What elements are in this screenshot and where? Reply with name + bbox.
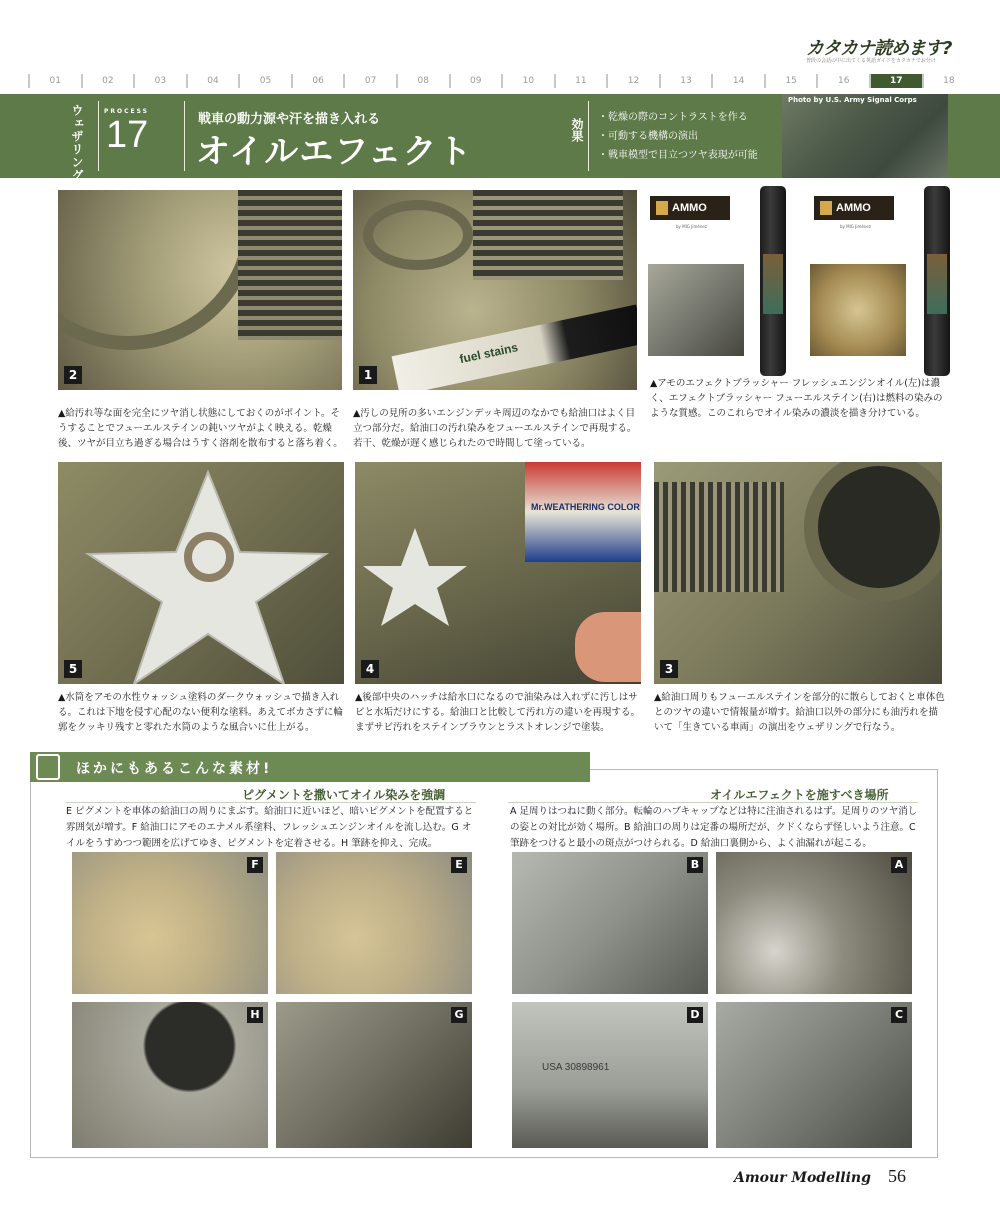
materials-left-title: ピグメントを撒いてオイル染みを強調 <box>242 788 446 802</box>
step-number-badge: 2 <box>64 366 82 384</box>
chapter-number: 05 <box>238 74 291 88</box>
chapter-number: 03 <box>133 74 186 88</box>
banner-divider <box>184 101 185 171</box>
photo-letter-badge: B <box>687 857 703 873</box>
step-caption: ▲給油口周りもフューエルステインを部分的に散らしておくと車体色とのツヤの違いで情報量が増す。給油口以外の部分にも油汚れを描いて「生きている車両」の演出をウェザリングで行なう。 <box>654 692 945 733</box>
process-number: 17 <box>106 114 149 156</box>
material-photo-H <box>72 1002 268 1148</box>
fuel-stains-bottle <box>392 304 637 390</box>
corner-title: カタカナ読めます? <box>806 38 952 59</box>
photo-letter-badge: D <box>687 1007 703 1023</box>
chapter-number: 18 <box>922 74 975 88</box>
hatch-ring <box>804 462 942 602</box>
chapter-number: 02 <box>81 74 134 88</box>
chapter-number: 14 <box>711 74 764 88</box>
finger <box>575 612 641 682</box>
chapter-number: 09 <box>449 74 502 88</box>
photo-letter-badge: C <box>891 1007 907 1023</box>
category-label: ウェザリング <box>70 104 84 182</box>
banner-divider <box>588 101 589 171</box>
step-photo-4 <box>355 462 641 684</box>
fuel-cap <box>363 200 473 270</box>
ammo-caption: ▲アモのエフェクトブラッシャー フレッシュエンジンオイル(左)は濃く、エフェクトブラッシャー フューエルステイン(右)は燃料の染みのような質感。このこれらでオイル染みの濃淡を描き分けている。 <box>650 378 943 419</box>
chapter-number: 16 <box>816 74 869 88</box>
step-photo-2 <box>58 190 342 390</box>
ammo-sample-right <box>810 264 906 356</box>
chapter-number: 15 <box>764 74 817 88</box>
chapter-number: 11 <box>554 74 607 88</box>
photo-letter-badge: G <box>451 1007 467 1023</box>
materials-heading: ほかにもあるこんな素材! <box>76 761 273 777</box>
step-number-badge: 5 <box>64 660 82 678</box>
engine-grille <box>473 190 623 280</box>
serial-text: USA 30898961 <box>542 1062 610 1073</box>
hatch-ring <box>58 190 258 350</box>
step-caption: ▲汚しの見所の多いエンジンデッキ周辺のなかでも給油口はよく目立つ部分だ。給油口の汚れ染みをフューエルステインで再現する。若干、乾燥が遅く感じられたので時間して塗っている。 <box>353 408 637 449</box>
effect-bullet: ・ 戦車模型で目立つツヤ表現が可能 <box>598 146 758 165</box>
step-photo-5 <box>58 462 344 684</box>
engine-grille <box>238 190 342 340</box>
page-number: 56 <box>888 1166 906 1186</box>
step-number-badge: 3 <box>660 660 678 678</box>
ammo-by-text: by MIG Jiménez <box>840 224 871 229</box>
material-photo-C <box>716 1002 912 1148</box>
effect-bullets <box>598 108 758 165</box>
photo-letter-badge: H <box>247 1007 263 1023</box>
water-cap <box>184 532 234 582</box>
banner-photo <box>782 94 948 178</box>
ammo-sample-left <box>648 264 744 356</box>
chapter-number-active: 17 <box>869 74 922 88</box>
banner-divider <box>98 101 99 171</box>
chapter-number: 07 <box>343 74 396 88</box>
photo-letter-badge: E <box>451 857 467 873</box>
engine-grille <box>654 482 784 592</box>
ammo-logo: AMMO <box>650 196 730 220</box>
photo-credit: Photo by U.S. Army Signal Corps <box>788 96 917 104</box>
ammo-logo: AMMO <box>814 196 894 220</box>
material-photo-B <box>512 852 708 994</box>
bottle-label: Mr.WEATHERING COLOR <box>531 502 640 512</box>
step-number-badge: 1 <box>359 366 377 384</box>
paint-jar-icon <box>36 754 60 780</box>
material-photo-D <box>512 1002 708 1148</box>
chapter-number: 06 <box>291 74 344 88</box>
materials-right-caption: A 足周りはつねに動く部分。転輪のハブキャップなどは特に注油されるはず。足周りのツヤ消しの姿との対比が効く場所。B 給油口の周りは定番の場所だが、クドくならず怪しいよう注意。C 筆跡をつけると最小の斑点がつけられる。D 給油口裏側から、よく油漏れが起こる。 <box>510 806 918 849</box>
step-caption: ▲水筒をアモの水性ウォッシュ塗料のダークウォッシュで描き入れる。これは下地を侵す心配のない便利な塗料。あえてボカさずに輪郭をクッキリ残すと零れた水筒のような風合いに仕上がる。 <box>58 692 344 733</box>
step-caption: ▲後部中央のハッチは給水口になるので油染みは入れずに汚しはサビと水垢だけにする。給油口と比較して汚れ方の違いを再現する。まずサビ汚れをステインブラウンとラストオレンジで塗装。 <box>355 692 641 733</box>
material-photo-F <box>72 852 268 994</box>
weathering-color-bottle <box>525 462 641 562</box>
step-caption: ▲給汚れ等な面を完全にツヤ消し状態にしておくのがポイント。そうすることでフューエルステインの鈍いツヤがよく映える。乾燥後、ツヤが目立ち過ぎる場合はうすく溶剤を散布すると落ち着く。 <box>58 408 343 449</box>
chapter-number: 04 <box>186 74 239 88</box>
bottle-label: fuel stains <box>458 340 520 367</box>
corner-subtitle: 普段の会話の中に出てくる英語ガイドをカタカナでお分け <box>806 58 936 64</box>
chapter-number: 13 <box>659 74 712 88</box>
materials-right-title: オイルエフェクトを施すべき場所 <box>710 788 889 802</box>
ammo-bottle-right <box>924 186 950 376</box>
photo-letter-badge: F <box>247 857 263 873</box>
material-photo-A <box>716 852 912 994</box>
chapter-number: 12 <box>606 74 659 88</box>
step-photo-1 <box>353 190 637 390</box>
effect-label: 効果 <box>570 118 584 142</box>
effect-bullet: ・ 可動する機構の演出 <box>598 127 758 146</box>
effect-bullet: ・ 乾燥の際のコントラストを作る <box>598 108 758 127</box>
ammo-by-text: by MIG Jiménez <box>676 224 707 229</box>
material-photo-G <box>276 1002 472 1148</box>
chapter-number: 10 <box>501 74 554 88</box>
photo-letter-badge: A <box>891 857 907 873</box>
chapter-number: 08 <box>396 74 449 88</box>
banner-subtitle: 戦車の動力源や汗を描き入れる <box>198 112 381 127</box>
step-number-badge: 4 <box>361 660 379 678</box>
materials-left-caption: E ピグメントを車体の給油口の周りにまぶす。給油口に近いほど、暗いピグメントを配置すると雰囲気が増す。F 給油口にアモのエナメル系塗料、フレッシュエンジンオイルを流し込む。G オイルをうすめつつ範囲を広げてゆき、ピグメントを定着させる。H 筆跡を抑え、完成。 <box>66 806 474 849</box>
title-rule <box>508 802 918 803</box>
ammo-bottle-left <box>760 186 786 376</box>
step-photo-3 <box>654 462 942 684</box>
chapter-ruler <box>28 74 974 88</box>
banner-title: オイルエフェクト <box>196 132 473 172</box>
process-label: PROCESS <box>104 108 149 115</box>
material-photo-E <box>276 852 472 994</box>
chapter-number: 01 <box>28 74 81 88</box>
title-rule <box>66 802 476 803</box>
magazine-name: Amour Modelling <box>734 1170 871 1186</box>
